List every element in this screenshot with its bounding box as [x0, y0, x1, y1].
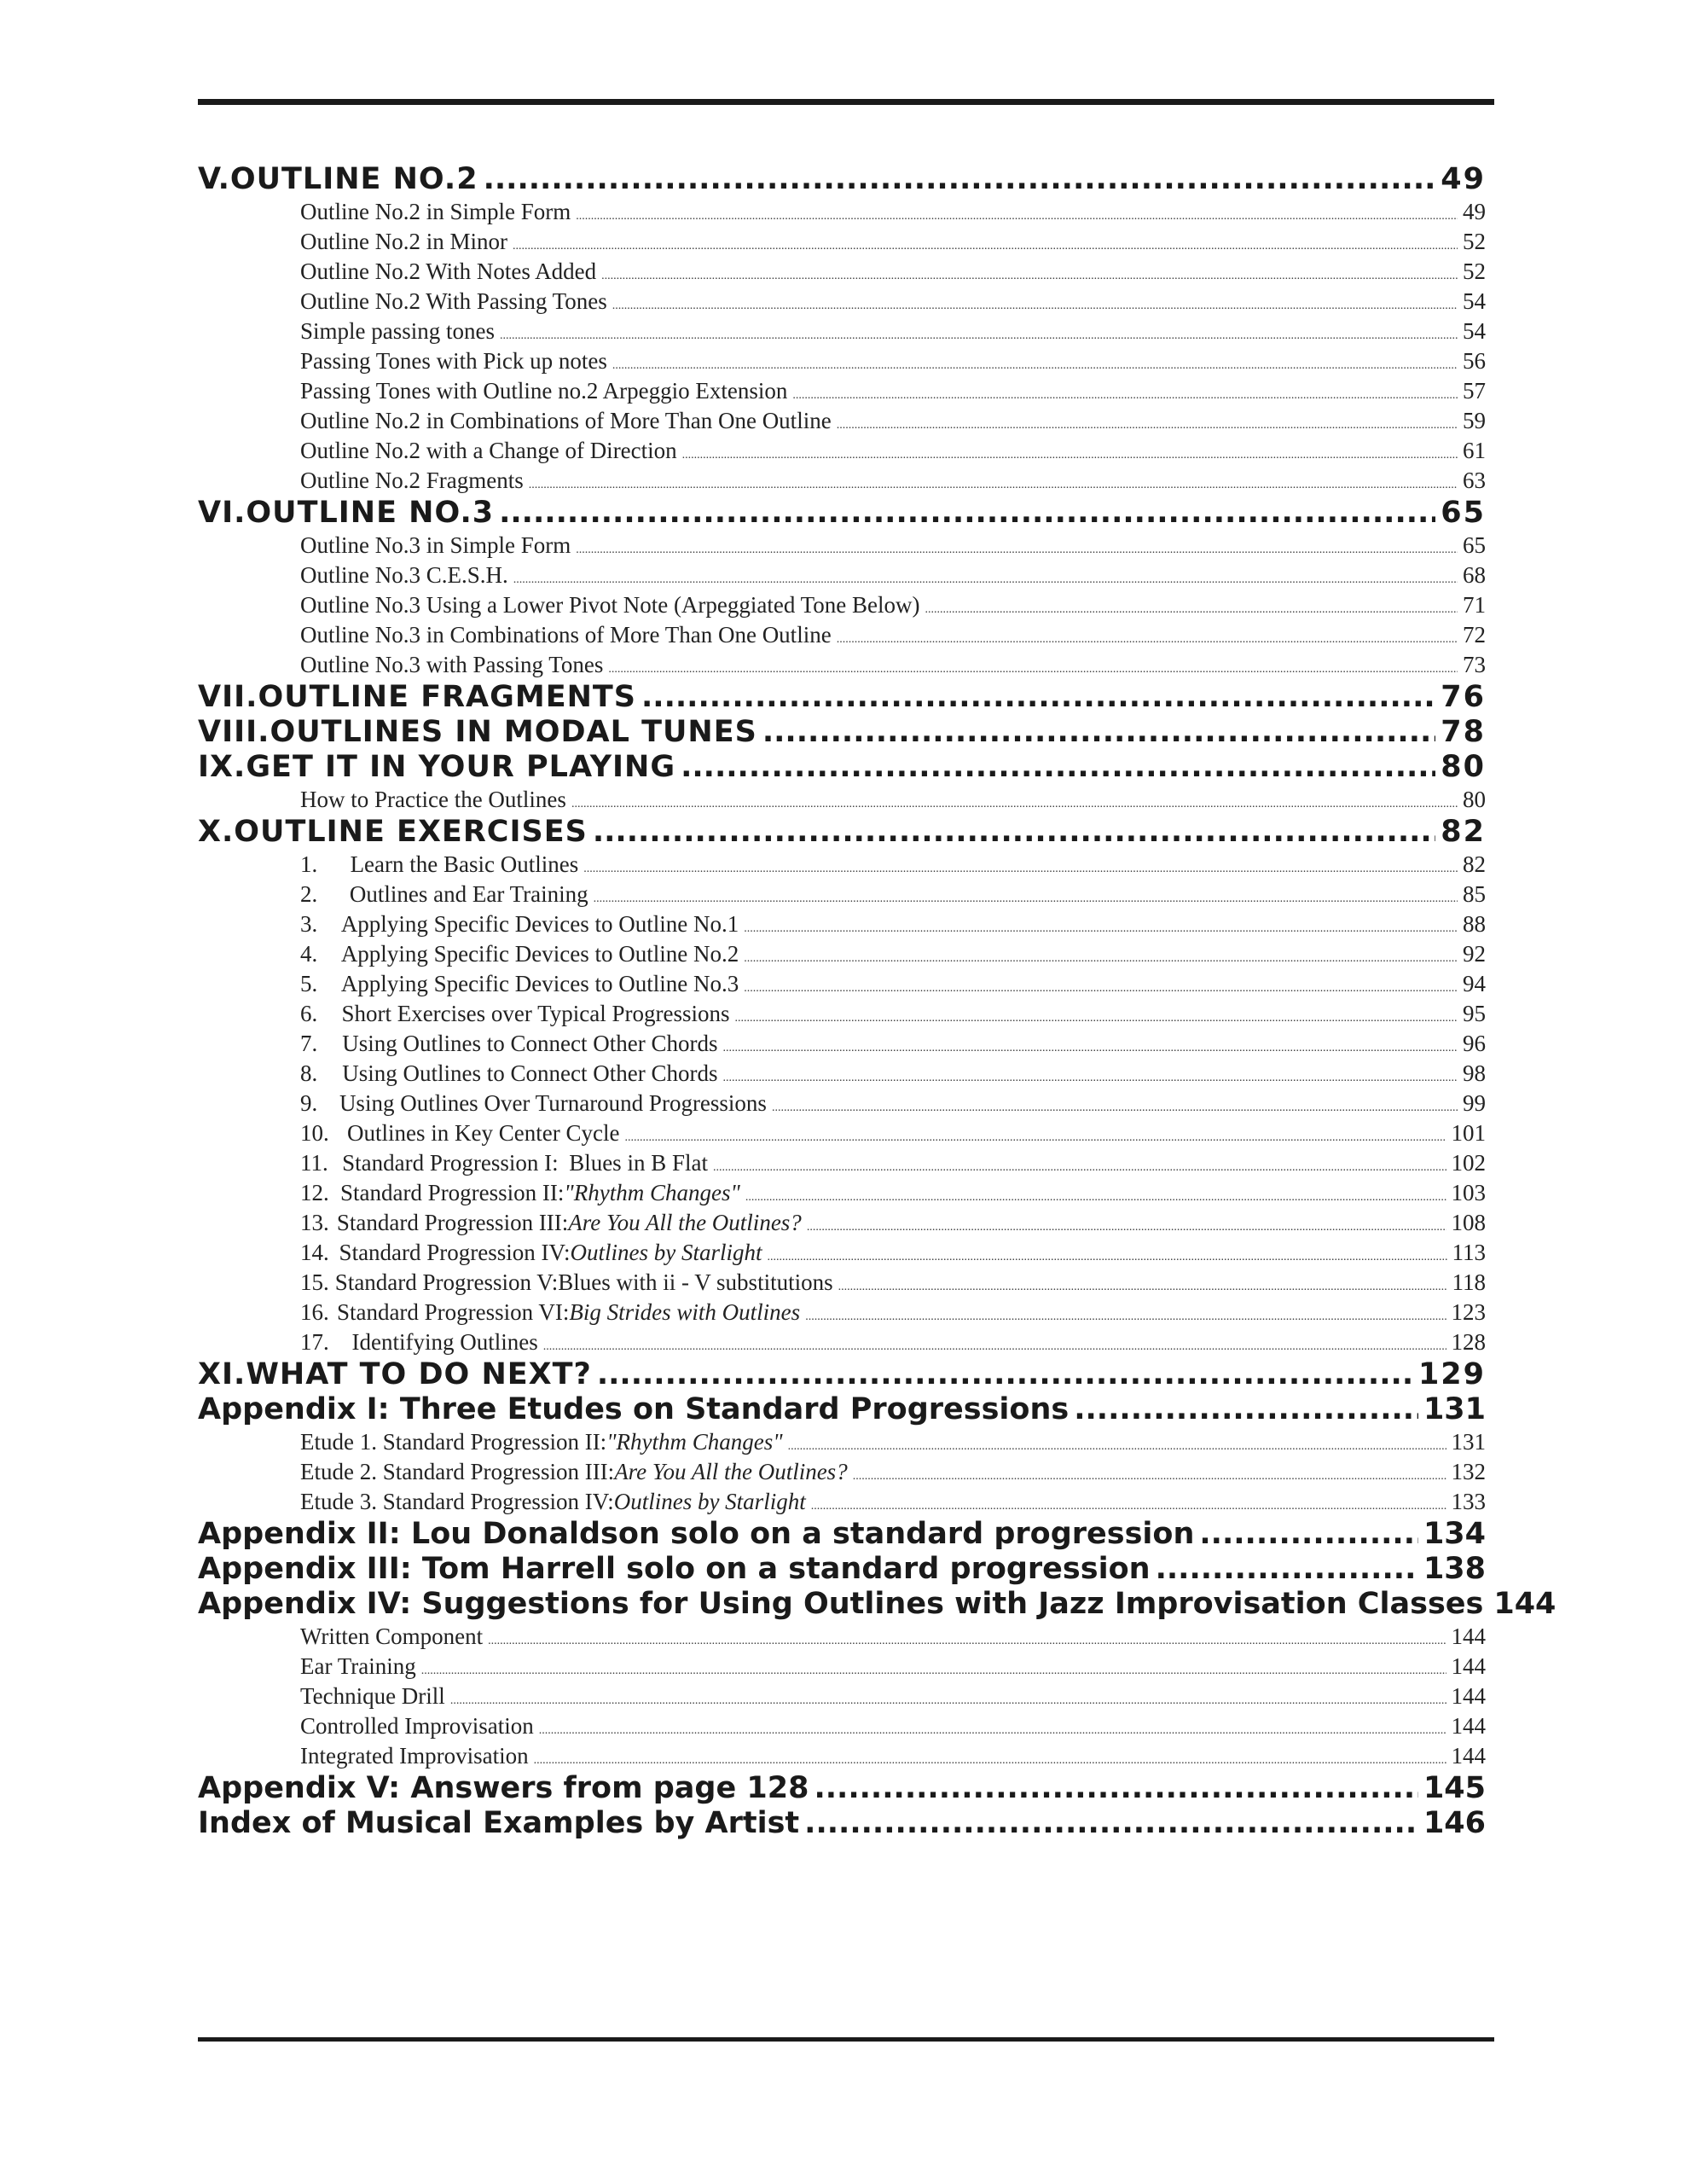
toc-section[interactable] [198, 680, 1486, 715]
page-number: 54 [1463, 288, 1486, 314]
exercise-entry[interactable] [198, 1148, 1486, 1178]
toc-entry[interactable] [198, 317, 1486, 346]
exercise-subtitle: Blues with ii - V substitutions [558, 1269, 833, 1295]
dot-leader [713, 1153, 1446, 1182]
exercise-number: 6. [300, 1001, 318, 1026]
page-number: 56 [1463, 348, 1486, 374]
etude-entry[interactable] [198, 1487, 1486, 1517]
dot-leader [853, 1461, 1446, 1491]
page-number: 65 [1441, 496, 1486, 530]
exercise-entry[interactable] [198, 1029, 1486, 1059]
exercise-entry[interactable] [198, 1208, 1486, 1238]
exercise-title: Standard Progression I: [342, 1150, 559, 1176]
exercise-title: Using Outlines Over Turnaround Progressions [339, 1090, 767, 1116]
page-number: 73 [1463, 652, 1486, 677]
page-number: 82 [1441, 815, 1486, 849]
toc-entry[interactable] [198, 1682, 1486, 1711]
page-number: 131 [1451, 1429, 1486, 1455]
section-title: OUTLINE FRAGMENTS [258, 680, 636, 714]
entry-title: Outline No.2 With Notes Added [300, 258, 597, 284]
dot-leader [593, 815, 1435, 850]
dot-leader [838, 1272, 1447, 1302]
exercise-title: Short Exercises over Typical Progressions [341, 1001, 730, 1026]
entry-title: Technique Drill [300, 1683, 445, 1709]
page-number: 128 [1451, 1329, 1486, 1355]
page-number: 82 [1463, 851, 1486, 877]
dot-leader [513, 231, 1458, 261]
dot-leader [837, 624, 1458, 654]
section-title: OUTLINES IN MODAL TUNES [270, 715, 757, 749]
section-number: VI. [198, 496, 246, 530]
page-number: 144 [1451, 1743, 1486, 1769]
toc-entry[interactable] [198, 346, 1486, 376]
exercise-title: Outlines and Ear Training [349, 881, 588, 907]
exercise-subtitle: Outlines by Starlight [570, 1240, 762, 1265]
dot-leader [814, 1771, 1417, 1806]
exercise-subtitle: Big Strides with Outlines [569, 1299, 801, 1325]
entry-title: Controlled Improvisation [300, 1713, 534, 1739]
exercise-title: Standard Progression V: [334, 1269, 559, 1295]
toc-section[interactable] [198, 715, 1486, 750]
etude-entry[interactable] [198, 1457, 1486, 1487]
page-number: 49 [1463, 199, 1486, 224]
page-number: 144 [1451, 1683, 1486, 1709]
etude-subtitle: Outlines by Starlight [613, 1489, 806, 1514]
entry-title: Outline No.3 in Combinations of More Than One Outline [300, 622, 832, 648]
page-number: 138 [1423, 1552, 1486, 1586]
toc-entry[interactable] [198, 466, 1486, 496]
entry-title: Integrated Improvisation [300, 1743, 529, 1769]
dot-leader [624, 1123, 1446, 1153]
page-number: 59 [1463, 408, 1486, 433]
appendix-title: Appendix I: Three Etudes on Standard Progressions [198, 1392, 1070, 1426]
page-number: 99 [1463, 1090, 1486, 1116]
exercise-number: 1. [300, 851, 318, 877]
dot-leader [788, 1432, 1446, 1461]
toc-entry[interactable] [198, 1652, 1486, 1682]
page-number: 132 [1451, 1459, 1486, 1484]
dot-leader [837, 410, 1458, 440]
entry-title: Written Component [300, 1623, 484, 1649]
entry-title: Passing Tones with Pick up notes [300, 348, 607, 374]
section-title: GET IT IN YOUR PLAYING [246, 750, 676, 784]
table-of-contents [198, 162, 1557, 1841]
entry-title: Outline No.3 Using a Lower Pivot Note (Arpeggiated Tone Below) [300, 592, 920, 618]
section-title: OUTLINE EXERCISES [234, 815, 588, 849]
toc-entry[interactable] [198, 406, 1486, 436]
page-number: 68 [1463, 562, 1486, 588]
page-number: 96 [1463, 1031, 1486, 1056]
dot-leader [681, 750, 1435, 785]
toc-entry[interactable] [198, 436, 1486, 466]
toc-section[interactable] [198, 162, 1486, 197]
exercise-number: 14. [300, 1240, 329, 1265]
dot-leader [722, 1063, 1458, 1093]
entry-title: Simple passing tones [300, 318, 495, 344]
toc-entry[interactable] [198, 785, 1486, 815]
page-number: 71 [1463, 592, 1486, 618]
page-number: 61 [1463, 438, 1486, 463]
page-number: 54 [1463, 318, 1486, 344]
exercise-entry[interactable] [198, 1178, 1486, 1208]
exercise-entry[interactable] [198, 1298, 1486, 1327]
page-number: 65 [1463, 532, 1486, 558]
section-number: X. [198, 815, 235, 849]
page-number: 78 [1441, 715, 1486, 749]
toc-entry[interactable] [198, 620, 1486, 650]
page-number: 144 [1493, 1587, 1557, 1621]
page-number: 76 [1441, 680, 1486, 714]
exercise-entry[interactable] [198, 939, 1486, 969]
page-number: 88 [1463, 911, 1486, 937]
dot-leader [450, 1686, 1446, 1716]
exercise-title: Applying Specific Devices to Outline No.1 [340, 911, 739, 937]
index-title: Index of Musical Examples by Artist [198, 1806, 800, 1840]
toc-appendix[interactable] [198, 1517, 1486, 1552]
exercise-number: 11. [300, 1150, 328, 1176]
section-title: OUTLINE NO.2 [229, 162, 478, 196]
dot-leader [594, 884, 1458, 914]
dot-leader [601, 261, 1458, 291]
appendix-title: Appendix V: Answers from page 128 [198, 1771, 809, 1805]
entry-title: Outline No.3 in Simple Form [300, 532, 571, 558]
etude-title: Etude 2. Standard Progression III: [300, 1459, 615, 1484]
page-number: 80 [1463, 787, 1486, 812]
exercise-entry[interactable] [198, 969, 1486, 999]
dot-leader [682, 440, 1458, 470]
exercise-entry[interactable] [198, 1118, 1486, 1148]
exercise-entry[interactable] [198, 999, 1486, 1029]
section-title: OUTLINE NO.3 [246, 496, 495, 530]
entry-title: Outline No.2 with a Change of Direction [300, 438, 677, 463]
etude-title: Etude 1. Standard Progression II: [300, 1429, 607, 1455]
exercise-number: 16. [300, 1299, 329, 1325]
toc-entry[interactable] [198, 650, 1486, 680]
dot-leader [539, 1716, 1446, 1745]
exercise-entry[interactable] [198, 880, 1486, 909]
dot-leader [772, 1093, 1458, 1123]
appendix-title: Appendix IV: Suggestions for Using Outlines with Jazz Improvisation Classes [198, 1587, 1484, 1621]
page-number: 52 [1463, 229, 1486, 254]
page-number: 94 [1463, 971, 1486, 996]
page-number: 80 [1441, 750, 1486, 784]
page-number: 144 [1451, 1623, 1486, 1649]
page-number: 103 [1451, 1180, 1486, 1205]
exercise-entry[interactable] [198, 1089, 1486, 1118]
dot-leader [792, 380, 1458, 410]
exercise-title: Outlines in Key Center Cycle [347, 1120, 620, 1146]
toc-entry[interactable] [198, 1622, 1486, 1652]
exercise-subtitle: Blues in B Flat [569, 1150, 708, 1176]
page-number: 57 [1463, 378, 1486, 404]
dot-leader [597, 1357, 1413, 1392]
toc-entry[interactable] [198, 257, 1486, 287]
dot-leader [734, 1003, 1458, 1033]
appendix-title: Appendix II: Lou Donaldson solo on a standard progression [198, 1517, 1195, 1551]
section-number: IX. [198, 750, 246, 784]
exercise-number: 13. [300, 1210, 329, 1235]
exercise-entry[interactable] [198, 1327, 1486, 1357]
exercise-number: 4. [300, 941, 318, 967]
toc-entry[interactable] [198, 197, 1486, 227]
toc-index[interactable] [198, 1806, 1486, 1841]
page-number: 101 [1451, 1120, 1486, 1146]
page-number: 131 [1423, 1392, 1486, 1426]
toc-entry[interactable] [198, 531, 1486, 561]
dot-leader [576, 535, 1458, 565]
dot-leader [488, 1626, 1446, 1656]
dot-leader [925, 595, 1458, 624]
section-title: WHAT TO DO NEXT? [246, 1357, 592, 1391]
page-number: 129 [1417, 1357, 1486, 1391]
toc-appendix[interactable] [198, 1552, 1486, 1587]
toc-appendix[interactable] [198, 1771, 1486, 1806]
toc-section[interactable] [198, 1357, 1486, 1392]
exercise-entry[interactable] [198, 1268, 1486, 1298]
exercise-entry[interactable] [198, 1059, 1486, 1089]
exercise-number: 9. [300, 1090, 318, 1116]
toc-entry[interactable] [198, 561, 1486, 590]
exercise-subtitle: Are You All the Outlines? [568, 1210, 802, 1235]
dot-leader [744, 973, 1458, 1003]
page-number: 108 [1451, 1210, 1486, 1235]
toc-section[interactable] [198, 750, 1486, 785]
dot-leader [484, 162, 1436, 197]
exercise-number: 12. [300, 1180, 329, 1205]
section-number: VIII. [198, 715, 270, 749]
entry-title: Outline No.3 C.E.S.H. [300, 562, 508, 588]
exercise-number: 15. [300, 1269, 329, 1295]
entry-title: Outline No.2 in Simple Form [300, 199, 571, 224]
dot-leader [744, 914, 1458, 944]
page-number: 102 [1451, 1150, 1487, 1176]
page-number: 133 [1451, 1489, 1486, 1514]
entry-title: How to Practice the Outlines [300, 787, 566, 812]
page-number: 144 [1451, 1653, 1486, 1679]
dot-leader [576, 201, 1458, 231]
top-rule [198, 99, 1494, 105]
etude-entry[interactable] [198, 1427, 1486, 1457]
dot-leader [641, 680, 1435, 715]
entry-title: Outline No.2 in Minor [300, 229, 507, 254]
exercise-number: 17. [300, 1329, 329, 1355]
toc-entry[interactable] [198, 1711, 1486, 1741]
entry-title: Outline No.2 With Passing Tones [300, 288, 607, 314]
section-number: VII. [198, 680, 258, 714]
exercise-title: Applying Specific Devices to Outline No.2 [340, 941, 739, 967]
dot-leader [804, 1806, 1418, 1841]
toc-appendix[interactable] [198, 1587, 1557, 1622]
page-number: 145 [1423, 1771, 1486, 1805]
section-number: XI. [198, 1357, 246, 1391]
exercise-number: 2. [300, 881, 318, 907]
exercise-number: 10. [300, 1120, 329, 1146]
dot-leader [807, 1212, 1446, 1242]
toc-section[interactable] [198, 496, 1486, 531]
etude-subtitle: "Rhythm Changes" [606, 1429, 783, 1455]
dot-leader [1156, 1552, 1418, 1587]
exercise-title: Using Outlines to Connect Other Chords [342, 1031, 718, 1056]
dot-leader [583, 854, 1458, 884]
exercise-number: 5. [300, 971, 318, 996]
dot-leader [768, 1242, 1447, 1272]
entry-title: Ear Training [300, 1653, 416, 1679]
etude-subtitle: Are You All the Outlines? [614, 1459, 848, 1484]
section-number: V. [198, 162, 230, 196]
entry-title: Outline No.3 with Passing Tones [300, 652, 604, 677]
dot-leader [1199, 1517, 1418, 1552]
toc-appendix[interactable] [198, 1392, 1486, 1427]
exercise-title: Standard Progression III: [336, 1210, 569, 1235]
exercise-title: Standard Progression VI: [336, 1299, 570, 1325]
toc-entry[interactable] [198, 376, 1486, 406]
exercise-entry[interactable] [198, 909, 1486, 939]
page-number: 134 [1423, 1517, 1486, 1551]
etude-title: Etude 3. Standard Progression IV: [300, 1489, 614, 1514]
dot-leader [612, 291, 1458, 321]
page-number: 72 [1463, 622, 1486, 648]
entry-title: Outline No.2 in Combinations of More Than One Outline [300, 408, 832, 433]
page-number: 92 [1463, 941, 1486, 967]
dot-leader [745, 1182, 1446, 1212]
entry-title: Passing Tones with Outline no.2 Arpeggio Extension [300, 378, 788, 404]
dot-leader [805, 1302, 1446, 1332]
exercise-number: 8. [300, 1060, 318, 1086]
exercise-number: 7. [300, 1031, 318, 1056]
exercise-entry[interactable] [198, 850, 1486, 880]
toc-entry[interactable] [198, 287, 1486, 317]
dot-leader [612, 351, 1458, 380]
exercise-title: Standard Progression IV: [339, 1240, 571, 1265]
exercise-entry[interactable] [198, 1238, 1486, 1268]
dot-leader [744, 944, 1458, 973]
toc-entry[interactable] [198, 227, 1486, 257]
page-number: 85 [1463, 881, 1486, 907]
page-number: 63 [1463, 468, 1486, 493]
page-number: 98 [1463, 1060, 1486, 1086]
page-number: 52 [1463, 258, 1486, 284]
page-number: 118 [1452, 1269, 1486, 1295]
dot-leader [762, 715, 1435, 750]
exercise-subtitle: "Rhythm Changes" [564, 1180, 740, 1205]
exercise-title: Standard Progression II: [339, 1180, 565, 1205]
bottom-rule [198, 2037, 1494, 2042]
page-number: 123 [1451, 1299, 1486, 1325]
page-number: 146 [1423, 1806, 1486, 1840]
appendix-title: Appendix III: Tom Harrell solo on a standard progression [198, 1552, 1151, 1586]
dot-leader [500, 321, 1458, 351]
dot-leader [1074, 1392, 1418, 1427]
dot-leader [499, 496, 1435, 531]
page-number: 49 [1441, 162, 1486, 196]
exercise-number: 3. [300, 911, 318, 937]
page-number: 113 [1452, 1240, 1486, 1265]
dot-leader [722, 1033, 1458, 1063]
toc-section[interactable] [198, 815, 1486, 850]
exercise-title: Identifying Outlines [351, 1329, 538, 1355]
toc-entry[interactable] [198, 590, 1486, 620]
exercise-title: Learn the Basic Outlines [350, 851, 579, 877]
exercise-title: Applying Specific Devices to Outline No.3 [340, 971, 739, 996]
dot-leader [513, 565, 1458, 595]
entry-title: Outline No.2 Fragments [300, 468, 524, 493]
page-number: 144 [1451, 1713, 1486, 1739]
exercise-title: Using Outlines to Connect Other Chords [342, 1060, 718, 1086]
page-number: 95 [1463, 1001, 1486, 1026]
dot-leader [421, 1656, 1446, 1686]
toc-entry[interactable] [198, 1741, 1486, 1771]
